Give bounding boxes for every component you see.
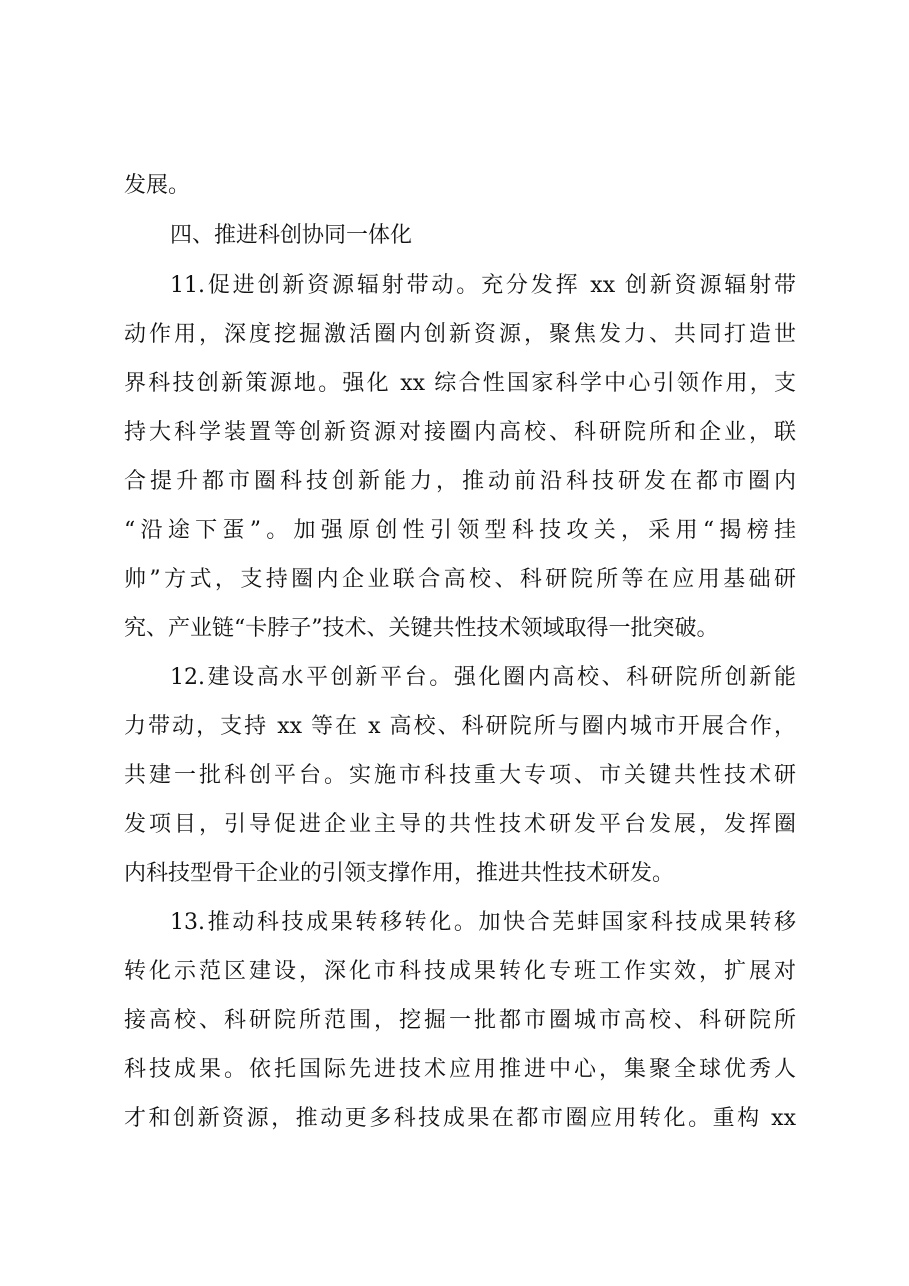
paragraph-12-line-1: 12.建设高水平创新平台。强化圈内高校、科研院所创新能	[170, 665, 796, 690]
paragraph-13-line-1: 13.推动科技成果转移转化。加快合芜蚌国家科技成果转移	[170, 910, 796, 935]
paragraph-12-line-5: 内科技型骨干企业的引领支撑作用，推进共性技术研发。	[124, 861, 675, 886]
paragraph-11-line-3: 界科技创新策源地。强化 xx 综合性国家科学中心引领作用，支	[124, 371, 796, 396]
paragraph-12-line-2: 力带动，支持 xx 等在 x 高校、科研院所与圈内城市开展合作，	[124, 714, 796, 739]
paragraph-11-line-1: 11.促进创新资源辐射带动。充分发挥 xx 创新资源辐射带	[170, 273, 796, 298]
paragraph-11-line-6: “沿途下蛋”。加强原创性引领型科技攻关，采用“揭榜挂	[124, 518, 796, 543]
paragraph-13-line-2: 转化示范区建设，深化市科技成果转化专班工作实效，扩展对	[124, 959, 796, 984]
section-heading-4: 四、推进科创协同一体化	[170, 223, 413, 248]
text-line-1: 发展。	[124, 173, 191, 198]
paragraph-11-line-4: 持大科学装置等创新资源对接圈内高校、科研院所和企业，联	[124, 420, 796, 445]
paragraph-13-line-4: 科技成果。依托国际先进技术应用推进中心，集聚全球优秀人	[124, 1057, 796, 1082]
paragraph-13-line-3: 接高校、科研院所范围，挖掘一批都市圈城市高校、科研院所	[124, 1008, 796, 1033]
paragraph-12-line-3: 共建一批科创平台。实施市科技重大专项、市关键共性技术研	[124, 763, 796, 788]
paragraph-11-line-2: 动作用，深度挖掘激活圈内创新资源，聚焦发力、共同打造世	[124, 322, 796, 347]
paragraph-11-line-7: 帅”方式，支持圈内企业联合高校、科研院所等在应用基础研	[124, 567, 796, 592]
paragraph-12-line-4: 发项目，引导促进企业主导的共性技术研发平台发展，发挥圈	[124, 812, 796, 837]
paragraph-11-line-5: 合提升都市圈科技创新能力，推动前沿科技研发在都市圈内	[124, 469, 796, 494]
paragraph-13-line-5: 才和创新资源，推动更多科技成果在都市圈应用转化。重构 xx	[124, 1106, 796, 1131]
paragraph-11-line-8: 究、产业链“卡脖子”技术、关键共性技术领域取得一批突破。	[124, 616, 719, 641]
